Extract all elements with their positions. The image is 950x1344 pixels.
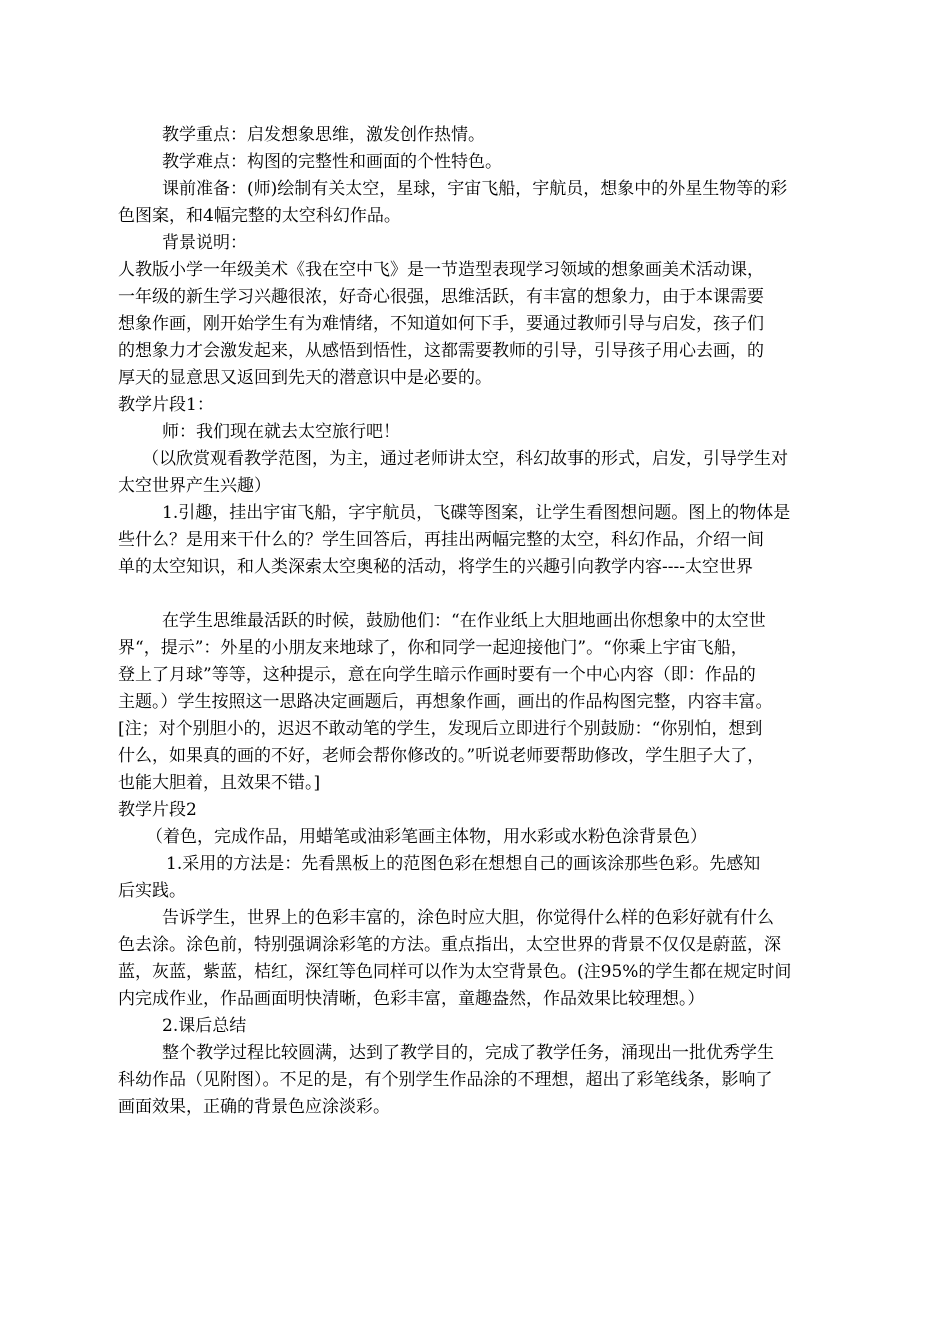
paragraph-line: 想象作画，刚开始学生有为难情绪，不知道如何下手，要通过教师引导与启发，孩子们 — [118, 314, 764, 334]
section-heading: 教学片段2 — [118, 800, 197, 820]
section-heading: 2.课后总结 — [162, 1016, 247, 1036]
paragraph-line: 厚天的显意思又返回到先天的潜意识中是必要的。 — [118, 368, 492, 388]
paragraph-line: 界“，提示”：外星的小朋友来地球了，你和同学一起迎接他门”。“你乘上宇宙飞船， — [118, 638, 748, 658]
paragraph-line: 色去涂。涂色前，特别强调涂彩笔的方法。重点指出，太空世界的背景不仅仅是蔚蓝，深 — [118, 935, 781, 955]
paragraph-line: 些什么？是用来干什么的？学生回答后，再挂出两幅完整的太空，科幻作品，介绍一间 — [118, 530, 764, 550]
blank-line — [118, 581, 838, 608]
paragraph-line: 人教版小学一年级美术《我在空中飞》是一节造型表现学习领域的想象画美术活动课， — [118, 260, 764, 280]
paragraph-line: 单的太空知识，和人类深索太空奥秘的活动，将学生的兴趣引向教学内容----太空世界 — [118, 557, 753, 577]
paragraph-line: 太空世界产生兴趣） — [118, 476, 271, 496]
paragraph-line: （以欣赏观看教学范图，为主，通过老师讲太空，科幻故事的形式，启发，引导学生对 — [142, 449, 788, 469]
paragraph-line: 在学生思维最活跃的时候，鼓励他们：“在作业纸上大胆地画出你想象中的太空世 — [162, 611, 766, 631]
paragraph-line: 后实践。 — [118, 881, 186, 901]
paragraph-line: 一年级的新生学习兴趣很浓，好奇心很强，思维活跃，有丰富的想象力，由于本课需要 — [118, 287, 764, 307]
paragraph-line: 内完成作业，作品画面明快清晰，色彩丰富，童趣盎然，作品效果比较理想。） — [118, 989, 705, 1009]
paragraph-line: 也能大胆着，且效果不错。] — [118, 773, 321, 793]
paragraph-line: 色图案，和4幅完整的太空科幻作品。 — [118, 206, 401, 226]
paragraph-line: 蓝，灰蓝，紫蓝，桔红，深红等色同样可以作为太空背景色。(注95%的学生都在规定时间 — [118, 962, 792, 982]
paragraph-line: （着色，完成作品，用蜡笔或油彩笔画主体物，用水彩或水粉色涂背景色） — [146, 827, 707, 847]
paragraph-line: 科幼作品（见附图）。不足的是，有个别学生作品涂的不理想，超出了彩笔线条，影响了 — [118, 1070, 773, 1090]
paragraph-line: 画面效果，正确的背景色应涂淡彩。 — [118, 1097, 390, 1117]
paragraph-line: 1.引趣，挂出宇宙飞船，字宇航员，飞碟等图案，让学生看图想问题。图上的物体是 — [162, 503, 791, 523]
paragraph-line: 教学重点：启发想象思维，激发创作热情。 — [162, 125, 485, 145]
document-body — [118, 122, 838, 1121]
paragraph-line: 主题。）学生按照这一思路决定画题后，再想象作画，画出的作品构图完整，内容丰富。 — [118, 692, 773, 712]
paragraph-line: 课前准备：(师)绘制有关太空，星球，宇宙飞船，宇航员，想象中的外星生物等的彩 — [162, 179, 788, 199]
paragraph-line: 登上了月球”等等，这种提示，意在向学生暗示作画时要有一个中心内容（即：作品的 — [118, 665, 756, 685]
paragraph-line: 什么，如果真的画的不好，老师会帮你修改的。”听说老师要帮助修改，学生胆子大了， — [118, 746, 765, 766]
paragraph-line: 的想象力才会激发起来，从感悟到悟性，这都需要教师的引导，引导孩子用心去画，的 — [118, 341, 764, 361]
paragraph-line: 告诉学生，世界上的色彩丰富的，涂色时应大胆，你觉得什么样的色彩好就有什么 — [162, 908, 774, 928]
paragraph-line: 师：我们现在就去太空旅行吧！ — [162, 422, 400, 442]
paragraph-line: 1.采用的方法是：先看黑板上的范图色彩在想想自己的画该涂那些色彩。先感知 — [166, 854, 761, 874]
section-heading: 教学片段1： — [118, 395, 214, 415]
paragraph-line: [注；对个别胆小的，迟迟不敢动笔的学生，发现后立即进行个别鼓励：“你别怕，想到 — [118, 719, 763, 739]
paragraph-line: 整个教学过程比较圆满，达到了教学目的，完成了教学任务，涌现出一批优秀学生 — [162, 1043, 774, 1063]
section-heading: 背景说明： — [162, 233, 247, 253]
paragraph-line: 教学难点：构图的完整性和画面的个性特色。 — [162, 152, 502, 172]
